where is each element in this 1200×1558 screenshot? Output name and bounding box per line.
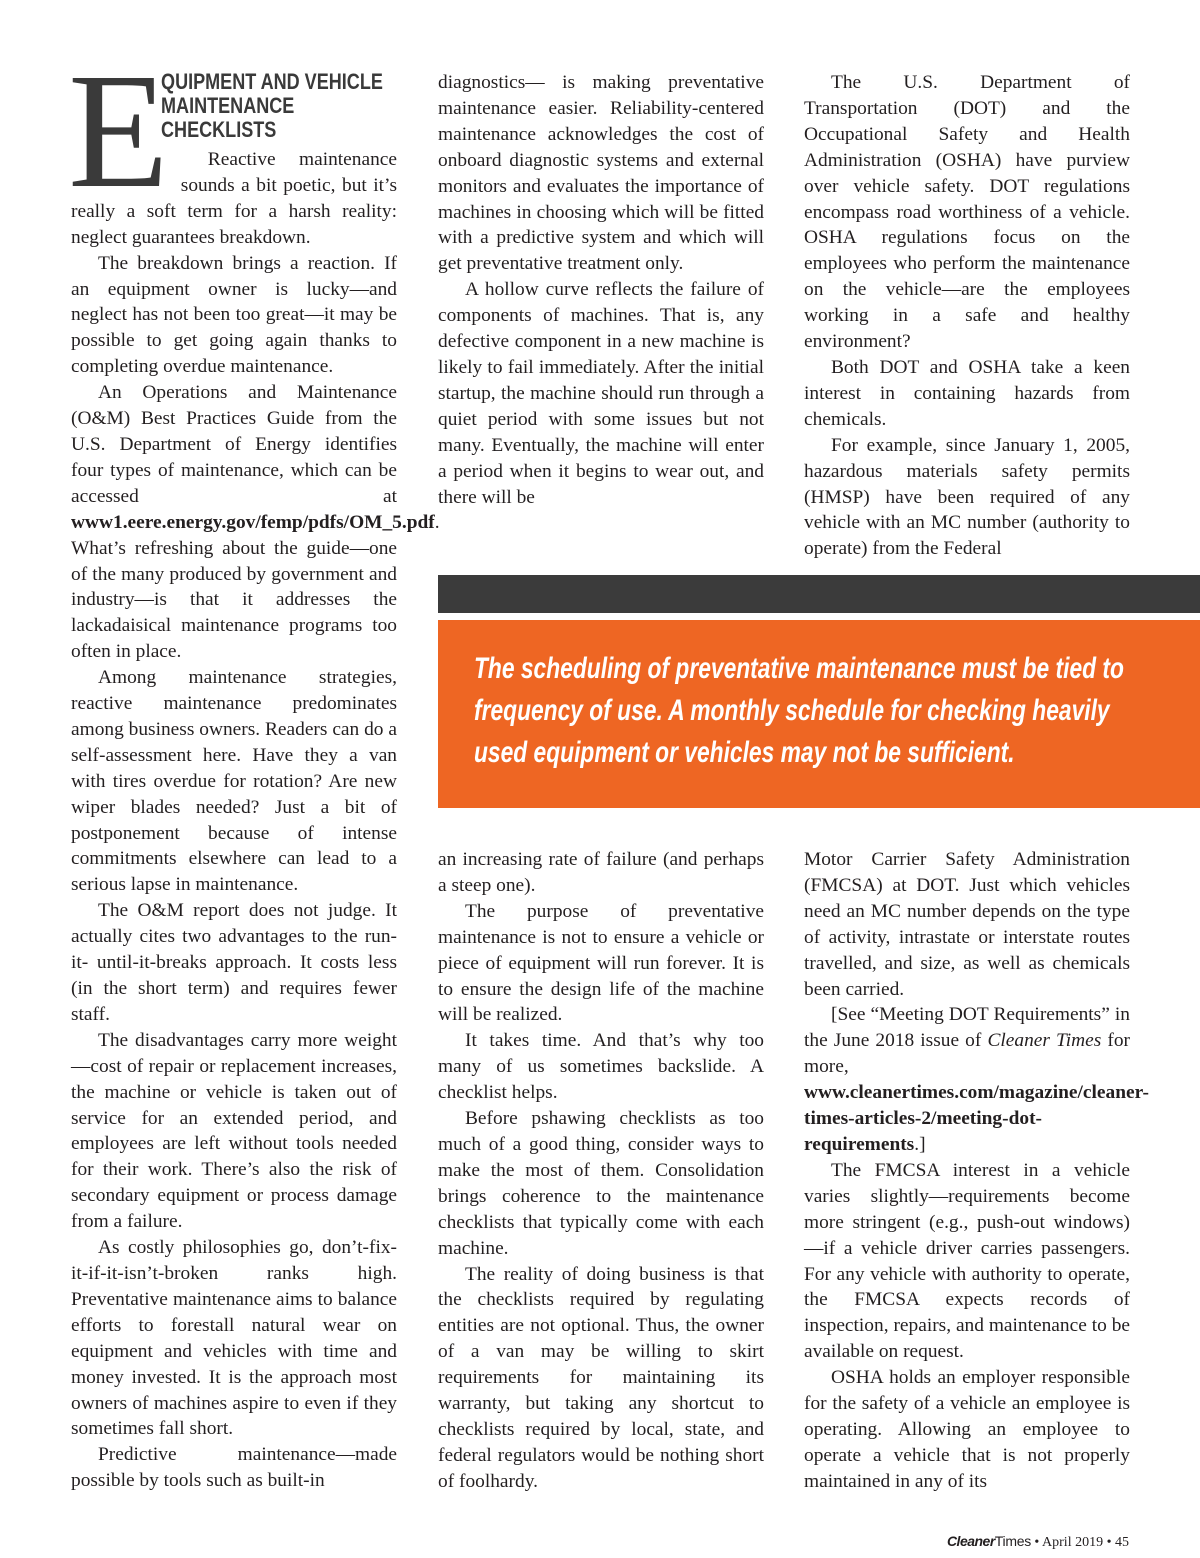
article-column-2-top bbox=[438, 70, 764, 510]
paragraph-text: An Operations and Maintenance (O&M) Best Practices Guide from the U.S. Department of Energy identifies four types of maintenance, which can be accessed at bbox=[71, 382, 397, 507]
paragraph: As costly philosophies go, don’t-fix-it-if-it-isn’t-broken ranks high. Preventative maintenance aims to balance efforts to forestall natural wear on equipment and vehicles with time and money invested. It is the approach most owners of machines aspire to even if they sometimes fall short. bbox=[71, 1237, 397, 1440]
paragraph: Both DOT and OSHA take a keen interest in containing hazards from chemicals. bbox=[804, 356, 1130, 430]
footer-brand-times: Times bbox=[994, 1533, 1031, 1549]
pull-quote bbox=[474, 648, 1158, 774]
footer-brand-cleaner: Cleaner bbox=[946, 1533, 995, 1549]
paragraph: The breakdown brings a reaction. If an equipment owner is lucky—and neglect has not been too great—it may be possible to get going again thanks to completing overdue maintenance. bbox=[71, 252, 397, 378]
article-column-3-bottom bbox=[804, 847, 1149, 1495]
paragraph: The FMCSA interest in a vehicle varies slightly—requirements become more stringent (e.g., push-out windows)—if a vehicle driver carries passengers. For any vehicle with authority to operate, the FMCSA expects records of inspection, repairs, and maintenance to be available on request. bbox=[804, 1159, 1130, 1363]
drop-cap: E bbox=[68, 39, 169, 222]
paragraph-text: . What’s refreshing about the guide—one of the many produced by government and industry—is that it addresses the lackadaisical maintenance programs too often in place. bbox=[71, 511, 440, 663]
paragraph: Predictive maintenance—made possible by tools such as built-in bbox=[71, 1444, 397, 1492]
paragraph: A hollow curve reflects the failure of components of machines. That is, any defective component in a new machine is likely to fail immediately. After the initial startup, the machine should run through a quiet period with some issues but not many. Eventually, the machine will enter a period when it begins to wear out, and there will be bbox=[438, 279, 764, 508]
heading-line: CHECKLISTS bbox=[161, 117, 277, 142]
paragraph: It takes time. And that’s why too many of us sometimes backslide. A checklist helps. bbox=[438, 1030, 764, 1104]
pull-quote-dark-bar bbox=[438, 575, 1200, 613]
footer-separator: • bbox=[1106, 1535, 1112, 1550]
article-column-3-top bbox=[804, 70, 1130, 562]
paragraph: diagnostics— is making preventative maintenance easier. Reliability-centered maintenance acknowledges the cost of onboard diagnostic systems and external monitors and evaluates the importance of machines in choosing which will be fitted with a predictive system and which will get preventative treatment only. bbox=[438, 72, 764, 275]
cleanertimes-url: www.cleanertimes.com/magazine/cleaner-times-articles-2/meeting-dot-requirements bbox=[804, 1082, 1149, 1155]
paragraph: Among maintenance strategies, reactive maintenance predominates among business owners. Readers can do a self-assessment here. Have they a van with tires overdue for rotation? Are new wiper blades needed? Just a bit of postponement because of intense commitments elsewhere can lead to a serious lapse in maintenance. bbox=[71, 667, 397, 896]
paragraph: The purpose of preventative maintenance is not to ensure a vehicle or piece of equipment will run forever. It is to ensure the design life of the machine will be realized. bbox=[438, 900, 764, 1026]
paragraph bbox=[71, 380, 440, 665]
page-footer bbox=[947, 1533, 1129, 1551]
paragraph: Reactive maintenance sounds a bit poetic, but it’s really a soft term for a harsh reality: neglect guarantees breakdown. bbox=[71, 149, 397, 248]
paragraph: Motor Carrier Safety Administration (FMCSA) at DOT. Just which vehicles need an MC number depends on the type of activity, intrastate or interstate routes travelled, and size, as well as chemicals been carried. bbox=[804, 849, 1130, 1000]
footer-separator: • bbox=[1034, 1535, 1040, 1550]
article-heading bbox=[71, 69, 383, 142]
paragraph-text: for more, bbox=[804, 1030, 1131, 1078]
paragraph: The reality of doing business is that the checklists required by regulating entities are not optional. Thus, the owner of a van may be willing to skirt requirements for maintaining its warranty, but taking any shortcut to checklists required by local, state, and federal regulators would be nothing short of foolhardy. bbox=[438, 1263, 764, 1492]
pull-quote-line: The scheduling of preventative maintenance must be tied to bbox=[474, 652, 1124, 685]
page-number: 45 bbox=[1115, 1535, 1129, 1550]
paragraph-text: .] bbox=[914, 1133, 926, 1155]
paragraph: OSHA holds an employer responsible for the safety of a vehicle an employee is operating. Allowing an employee to operate a vehicle that is not properly maintained in any of its bbox=[804, 1367, 1130, 1492]
paragraph bbox=[804, 1002, 1149, 1157]
magazine-title: Cleaner Times bbox=[987, 1030, 1102, 1052]
paragraph: For example, since January 1, 2005, hazardous materials safety permits (HMSP) have been required of any vehicle with an MC number (authority to operate) from the Federal bbox=[804, 434, 1130, 560]
paragraph: The U.S. Department of Transportation (DOT) and the Occupational Safety and Health Administration (OSHA) have purview over vehicle safety. DOT regulations encompass road worthiness of a vehicle. OSHA regulations focus on the employees who perform the maintenance on the vehicle—are the employees working in a safe and healthy environment? bbox=[804, 72, 1130, 353]
heading-line: QUIPMENT AND VEHICLE bbox=[161, 69, 383, 94]
paragraph: The O&M report does not judge. It actually cites two advantages to the run-it- until-it-breaks approach. It costs less (in the short term) and requires fewer staff. bbox=[71, 900, 397, 1025]
doe-guide-url: www1.eere.energy.gov/femp/pdfs/OM_5.pdf bbox=[71, 511, 435, 533]
heading-line: MAINTENANCE bbox=[161, 93, 295, 118]
pull-quote-line: frequency of use. A monthly schedule for checking heavily bbox=[474, 694, 1110, 727]
pull-quote-line: used equipment or vehicles may not be sufficient. bbox=[474, 736, 1015, 769]
paragraph: The disadvantages carry more weight—cost of repair or replacement increases, the machine or vehicle is taken out of service for an extended period, and employees are left without tools needed for their work. There’s also the risk of secondary equipment or process damage from a failure. bbox=[71, 1029, 397, 1233]
paragraph: an increasing rate of failure (and perhaps a steep one). bbox=[438, 849, 764, 896]
footer-date: April 2019 bbox=[1042, 1535, 1104, 1550]
article-column-2-bottom bbox=[438, 847, 764, 1495]
paragraph-text: [See “Meeting DOT Requirements” in the June 2018 issue of bbox=[804, 1004, 1130, 1052]
paragraph: Before pshawing checklists as too much of a good thing, consider ways to make the most of them. Consolidation brings coherence to the maintenance checklists that typically come with each machine. bbox=[438, 1108, 764, 1259]
article-column-1 bbox=[68, 39, 440, 1494]
